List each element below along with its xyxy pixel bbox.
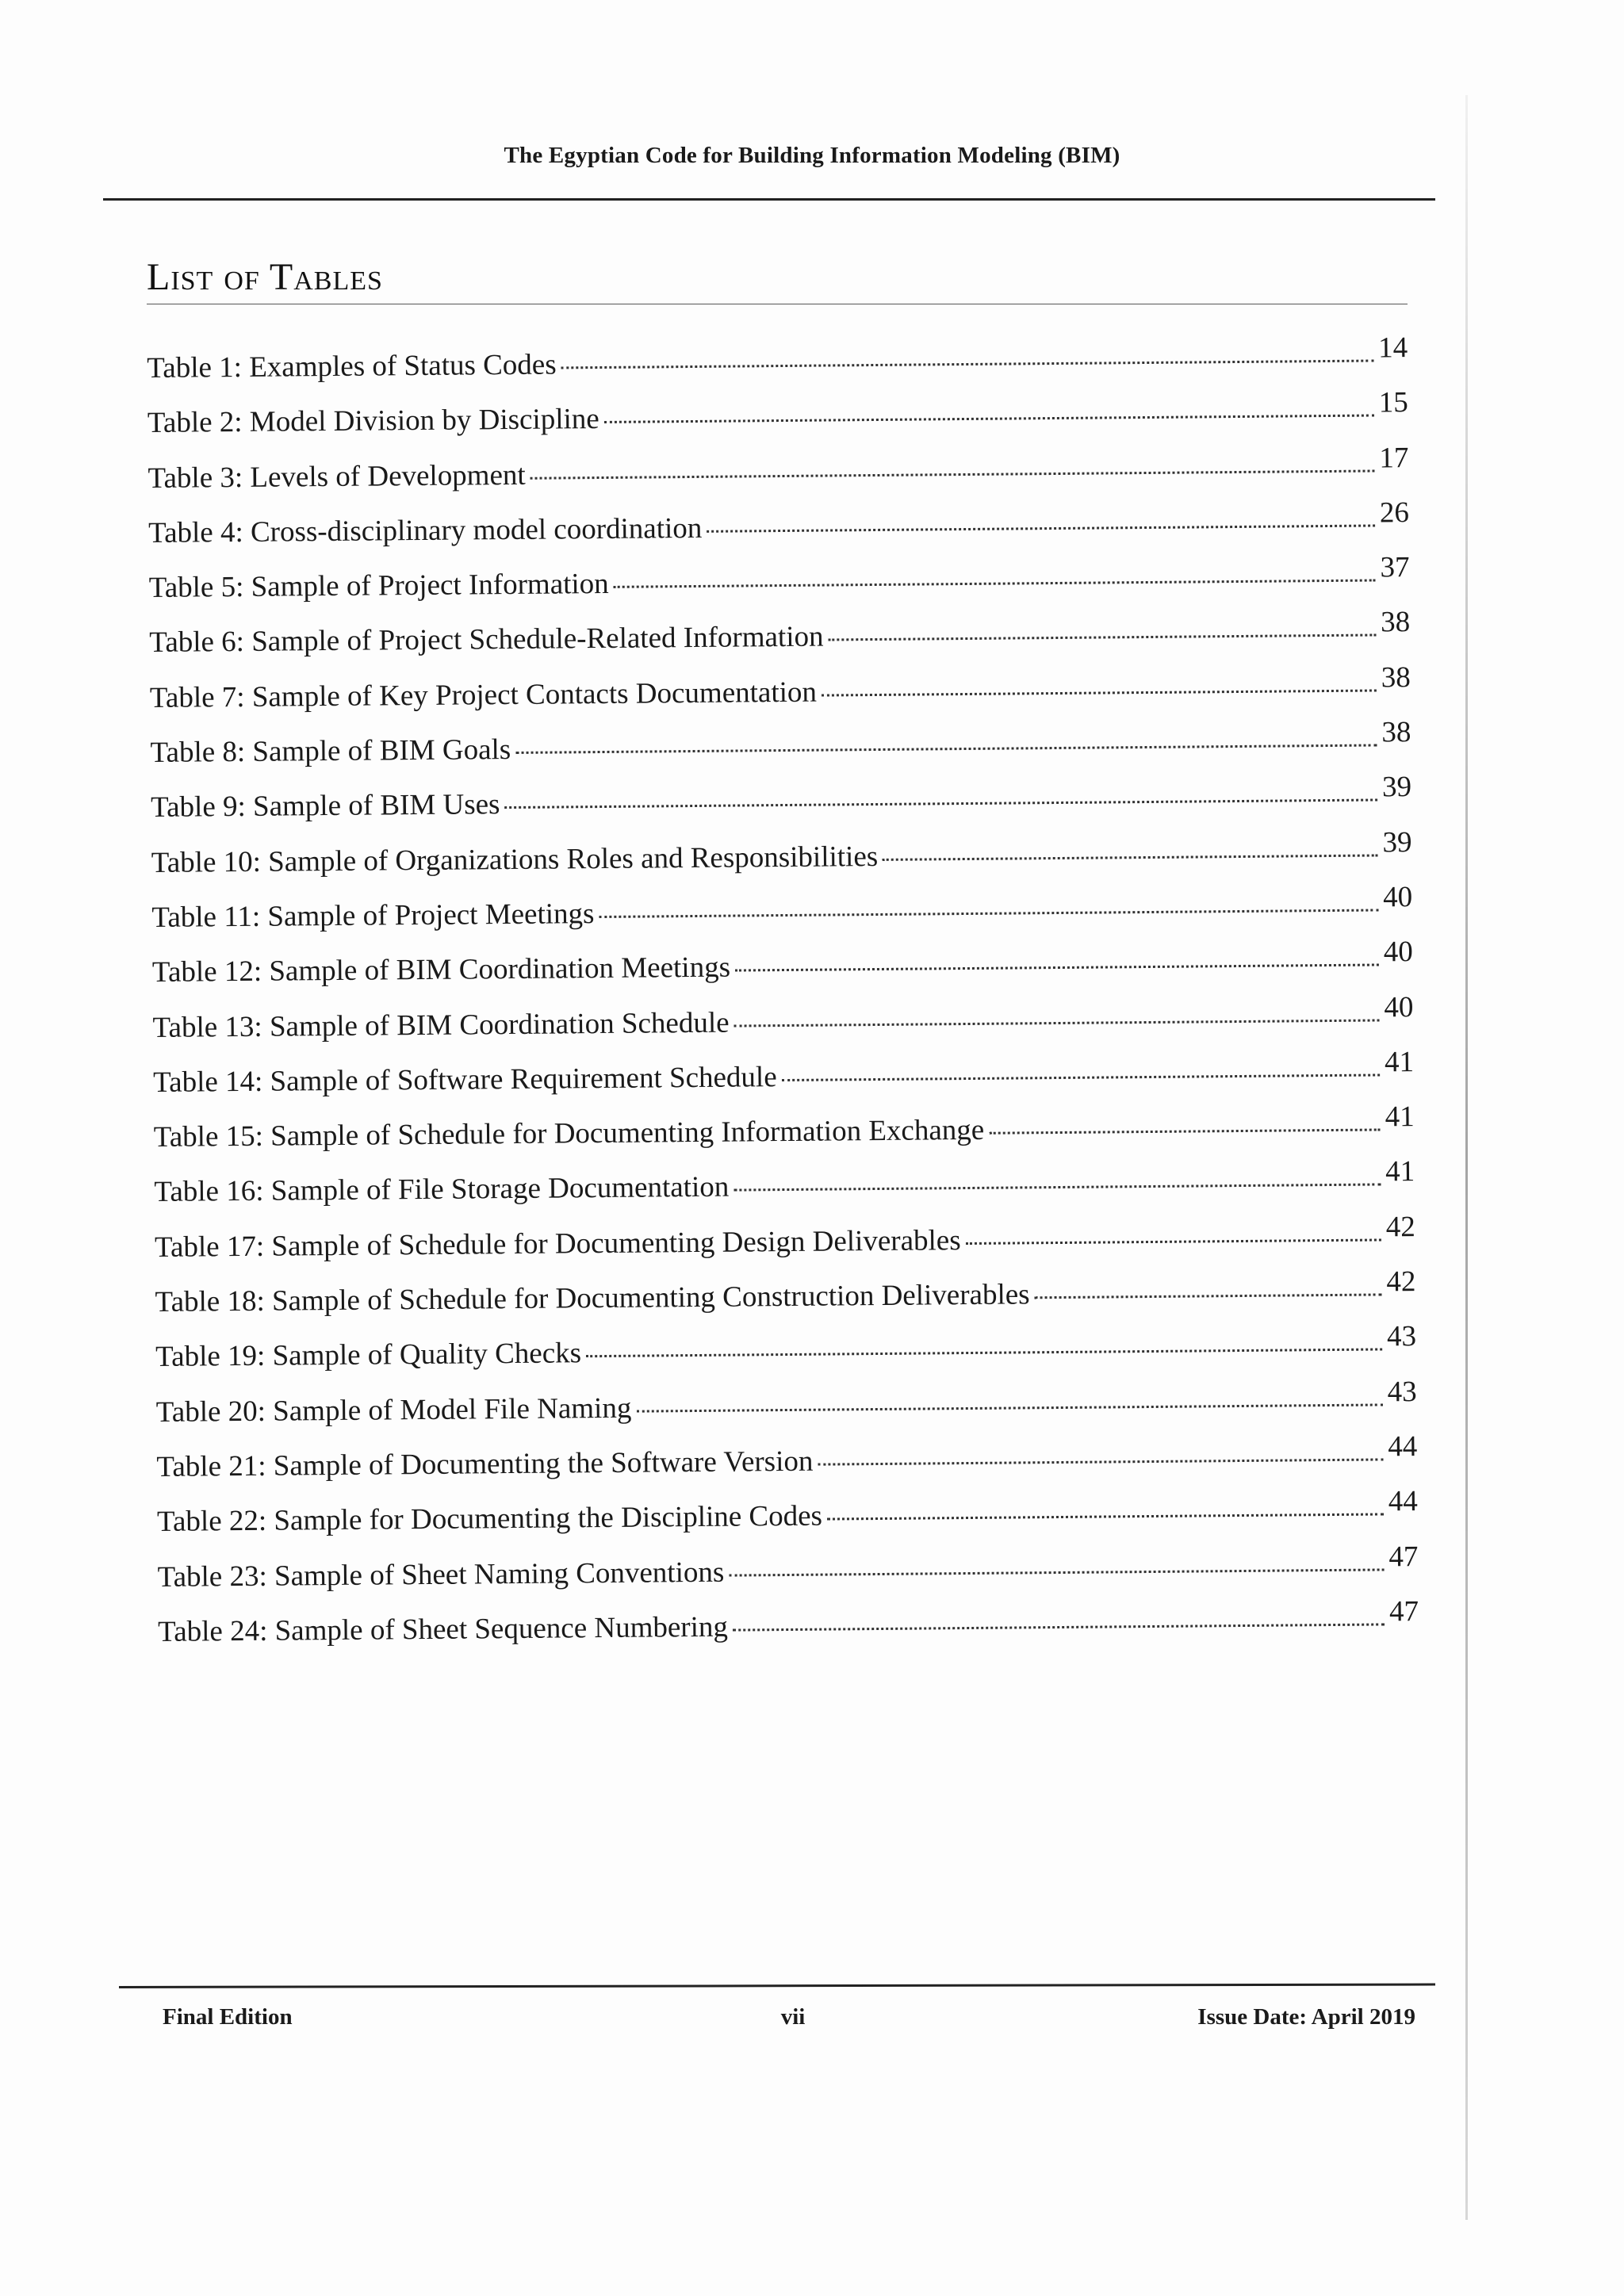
toc-entry-page: 43 (1387, 1375, 1417, 1409)
toc-entry-page: 39 (1381, 771, 1412, 804)
toc-entry-label: Table 23: Sample of Sheet Naming Conventions (157, 1556, 725, 1594)
toc-entry-page: 42 (1386, 1265, 1416, 1299)
toc-entry-label: Table 13: Sample of BIM Coordination Schedule (152, 1006, 730, 1044)
toc-entry-page: 43 (1386, 1320, 1417, 1353)
toc-entry-page: 39 (1382, 825, 1412, 859)
dot-leader (636, 1403, 1382, 1412)
toc-entry-label: Table 7: Sample of Key Project Contacts Documentation (149, 675, 818, 714)
footer-rule (119, 1984, 1435, 1988)
toc-entry-page: 44 (1388, 1485, 1419, 1518)
toc-entry-page: 14 (1377, 331, 1408, 365)
toc-entry-page: 44 (1388, 1430, 1418, 1464)
toc-entry-page: 42 (1385, 1210, 1415, 1244)
toc-entry-page: 41 (1384, 1045, 1415, 1079)
toc-entry-label: Table 9: Sample of BIM Uses (150, 788, 500, 825)
toc-entry-label: Table 21: Sample of Documenting the Software Version (156, 1445, 814, 1483)
dot-leader (735, 964, 1379, 972)
toc-entry-page: 38 (1380, 606, 1411, 639)
scan-edge-shadow (1465, 95, 1468, 2220)
dot-leader (504, 799, 1377, 809)
dot-leader (822, 689, 1377, 696)
toc-entry-label: Table 16: Sample of File Storage Documentation (154, 1171, 730, 1209)
toc-entry-page: 26 (1379, 496, 1410, 530)
dot-leader (586, 1349, 1382, 1358)
toc-entry-label: Table 18: Sample of Schedule for Documenting Construction Deliverables (155, 1278, 1030, 1318)
dot-leader (818, 1458, 1383, 1465)
toc-entry-page: 47 (1388, 1594, 1419, 1628)
dot-leader (733, 1623, 1385, 1631)
dot-leader (599, 909, 1378, 918)
dot-leader (966, 1238, 1381, 1245)
toc-entry-label: Table 4: Cross-disciplinary model coordination (147, 511, 703, 549)
toc-entry-label: Table 2: Model Division by Discipline (147, 403, 599, 440)
dot-leader (614, 580, 1376, 588)
toc-entry-page: 41 (1385, 1100, 1415, 1134)
toc-entry-label: Table 15: Sample of Schedule for Documenting Information Exchange (153, 1113, 985, 1154)
toc-entry-label: Table 20: Sample of Model File Naming (155, 1391, 632, 1429)
dot-leader (1035, 1294, 1382, 1299)
footer-edition: Final Edition (163, 2004, 293, 2030)
footer-page-number: vii (780, 2004, 806, 2030)
list-of-tables (147, 330, 1419, 1659)
toc-entry-label: Table 24: Sample of Sheet Sequence Numbering (158, 1610, 729, 1648)
toc-entry-label: Table 8: Sample of BIM Goals (150, 733, 511, 770)
section-title: List of Tables (147, 256, 383, 298)
toc-entry-label: Table 12: Sample of BIM Coordination Meetings (151, 951, 731, 989)
dot-leader (733, 1184, 1381, 1192)
toc-entry-label: Table 1: Examples of Status Codes (147, 348, 557, 385)
running-header: The Egyptian Code for Building Information Modeling (BIM) (504, 143, 1120, 168)
dot-leader (827, 1513, 1384, 1521)
dot-leader (515, 744, 1377, 754)
toc-entry-page: 38 (1381, 660, 1411, 695)
toc-entry-label: Table 3: Levels of Development (147, 458, 526, 495)
dot-leader (707, 524, 1375, 532)
dot-leader (829, 634, 1377, 641)
dot-leader (883, 854, 1378, 860)
dot-leader (729, 1568, 1384, 1576)
dot-leader (530, 469, 1375, 479)
toc-entry-page: 17 (1379, 441, 1409, 475)
footer-issue-date: Issue Date: April 2019 (1197, 2004, 1415, 2030)
toc-entry-page: 40 (1383, 881, 1413, 914)
toc-entry-page: 40 (1383, 936, 1413, 969)
toc-entry-page: 15 (1378, 386, 1408, 419)
toc-entry-label: Table 17: Sample of Schedule for Documenting Design Deliverables (154, 1223, 961, 1264)
dot-leader (561, 359, 1374, 369)
dot-leader (604, 415, 1374, 423)
toc-entry-label: Table 11: Sample of Project Meetings (151, 897, 595, 934)
toc-entry-label: Table 10: Sample of Organizations Roles and Responsibilities (151, 840, 879, 879)
toc-entry-page: 38 (1381, 716, 1411, 749)
toc-entry-page: 40 (1384, 990, 1414, 1024)
toc-entry-label: Table 19: Sample of Quality Checks (155, 1337, 582, 1374)
dot-leader (989, 1129, 1381, 1135)
toc-entry-label: Table 14: Sample of Software Requirement Schedule (152, 1060, 777, 1099)
toc-entry-label: Table 6: Sample of Project Schedule-Related Information (149, 621, 824, 660)
toc-entry-page: 41 (1385, 1155, 1415, 1188)
toc-entry[interactable] (158, 1594, 1419, 1659)
toc-entry-label: Table 5: Sample of Project Information (148, 568, 609, 605)
dot-leader (782, 1073, 1380, 1081)
dot-leader (734, 1019, 1380, 1027)
toc-entry-label: Table 22: Sample for Documenting the Discipline Codes (156, 1499, 823, 1539)
toc-entry-page: 37 (1380, 551, 1410, 584)
header-rule (103, 198, 1435, 201)
toc-entry-page: 47 (1388, 1540, 1419, 1573)
